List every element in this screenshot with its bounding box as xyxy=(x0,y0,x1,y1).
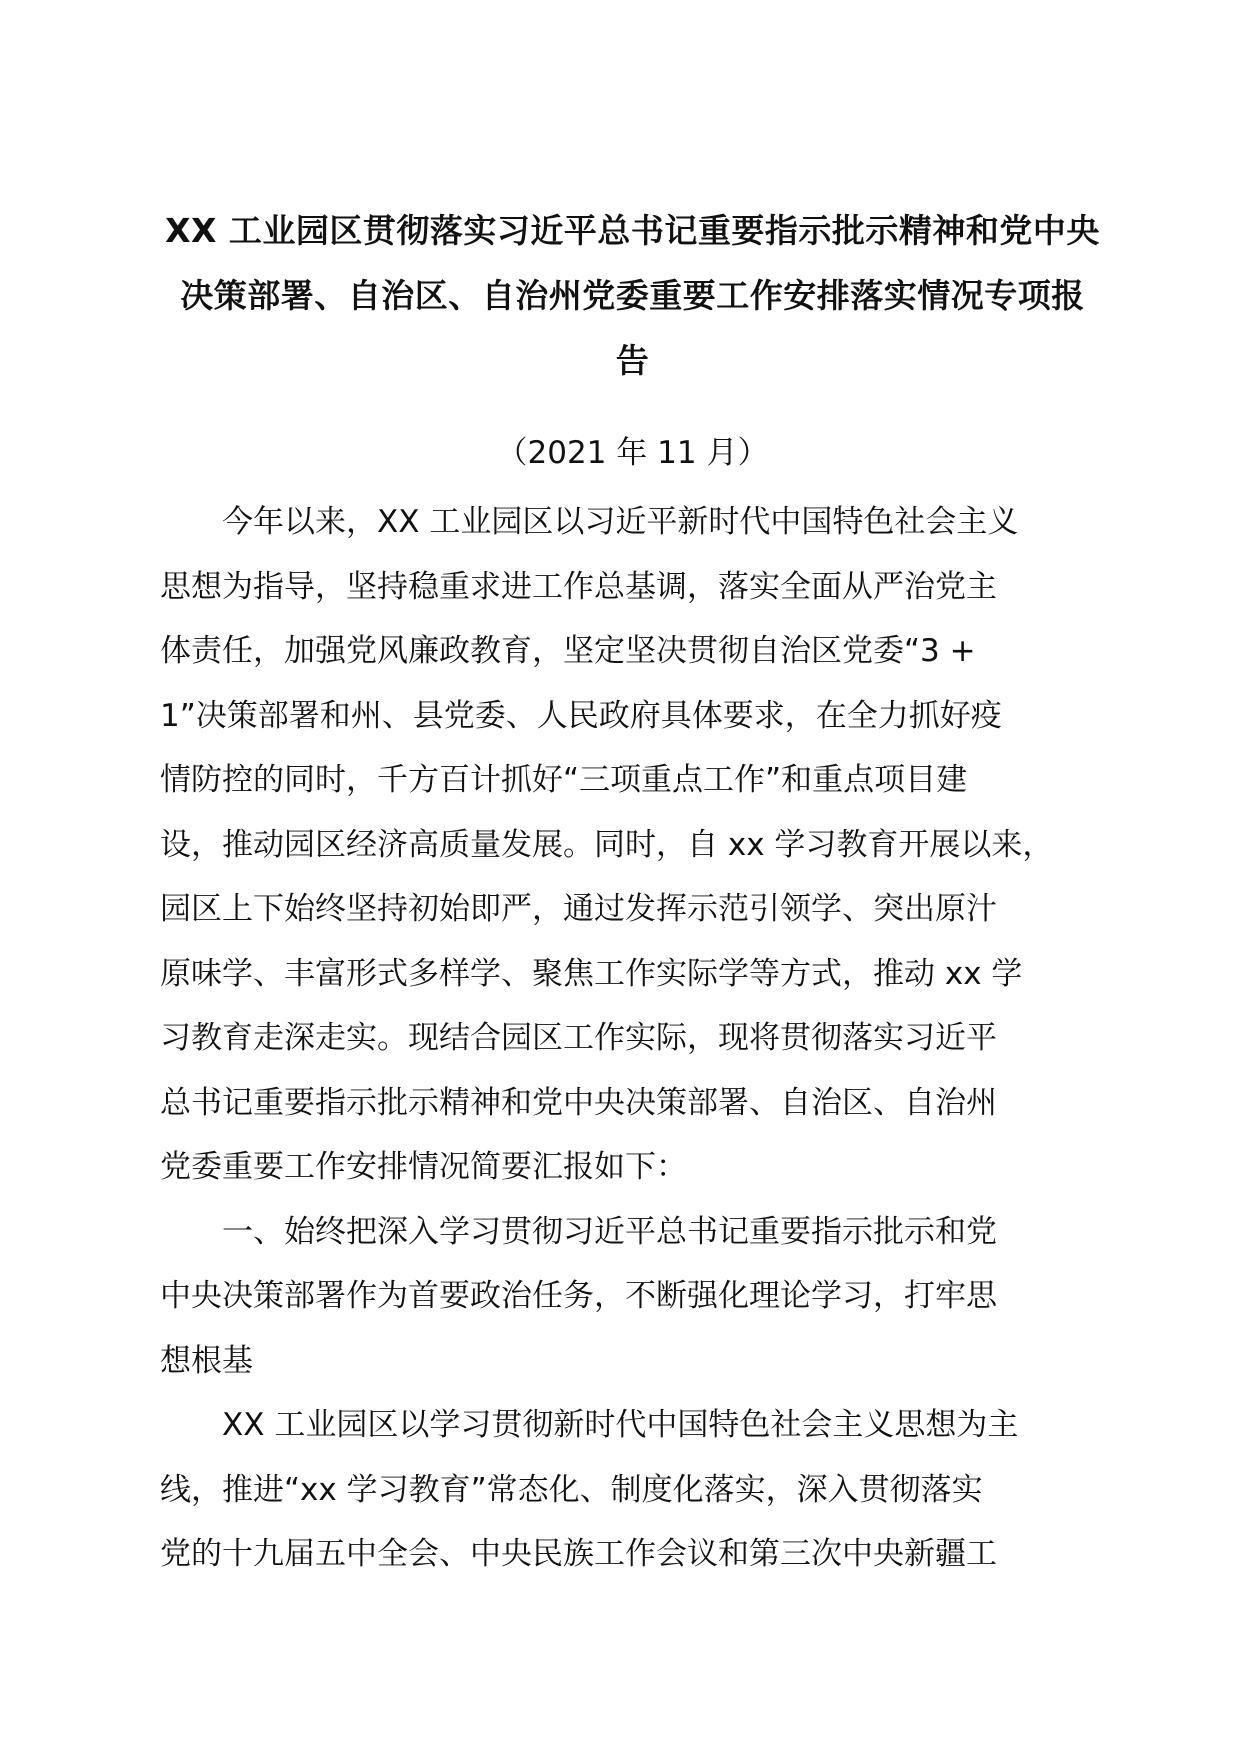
text-line: 思想为指导，坚持稳重求进工作总基调，落实全面从严治党主 xyxy=(160,568,997,605)
paragraph-section-1-body xyxy=(160,1393,1105,1587)
text-line: 习教育走深走实。现结合园区工作实际，现将贯彻落实习近平 xyxy=(160,1020,997,1056)
document-body xyxy=(160,490,1105,1587)
text-line: 线，推进“xx 学习教育”常态化、制度化落实，深入贯彻落实 xyxy=(160,1471,983,1508)
text-line: 党委重要工作安排情况简要汇报如下： xyxy=(160,1149,687,1185)
paragraph-section-1-heading xyxy=(160,1200,1105,1394)
paragraph-intro xyxy=(160,490,1105,1200)
text-line: 原味学、丰富形式多样学、聚焦工作实际学等方式，推动 xx 学 xyxy=(160,955,1023,992)
title-line-1: XX 工业园区贯彻落实习近平总书记重要指示批示精神和党中央 xyxy=(165,211,1100,250)
text-line: 1”决策部署和州、县党委、人民政府具体要求，在全力抓好疫 xyxy=(160,697,1002,734)
title-line-2: 决策部署、自治区、自治州党委重要工作安排落实情况专项报 xyxy=(180,276,1085,315)
text-line: 设，推动园区经济高质量发展。同时，自 xx 学习教育开展以来， xyxy=(160,826,1054,863)
text-line: XX 工业园区以学习贯彻新时代中国特色社会主义思想为主 xyxy=(222,1407,1019,1443)
text-line: 党的十九届五中全会、中央民族工作会议和第三次中央新疆工 xyxy=(160,1536,997,1572)
document-title xyxy=(140,198,1125,393)
text-line: 情防控的同时，千方百计抓好“三项重点工作”和重点项目建 xyxy=(160,762,968,798)
text-line: 体责任，加强党风廉政教育，坚定坚决贯彻自治区党委“3 + xyxy=(160,633,976,669)
title-line-3: 告 xyxy=(615,341,650,380)
text-line: 总书记重要指示批示精神和党中央决策部署、自治区、自治州 xyxy=(160,1084,997,1121)
text-line: 园区上下始终坚持初始即严，通过发挥示范引领学、突出原汁 xyxy=(160,891,997,927)
document-date: （2021 年 11 月） xyxy=(496,435,769,471)
document-page xyxy=(160,0,1105,1754)
text-line: 想根基 xyxy=(160,1342,253,1379)
text-line: 中央决策部署作为首要政治任务，不断强化理论学习，打牢思 xyxy=(160,1278,997,1314)
text-line: 今年以来，XX 工业园区以习近平新时代中国特色社会主义 xyxy=(222,504,1019,540)
text-line: 一、始终把深入学习贯彻习近平总书记重要指示批示和党 xyxy=(222,1213,997,1250)
